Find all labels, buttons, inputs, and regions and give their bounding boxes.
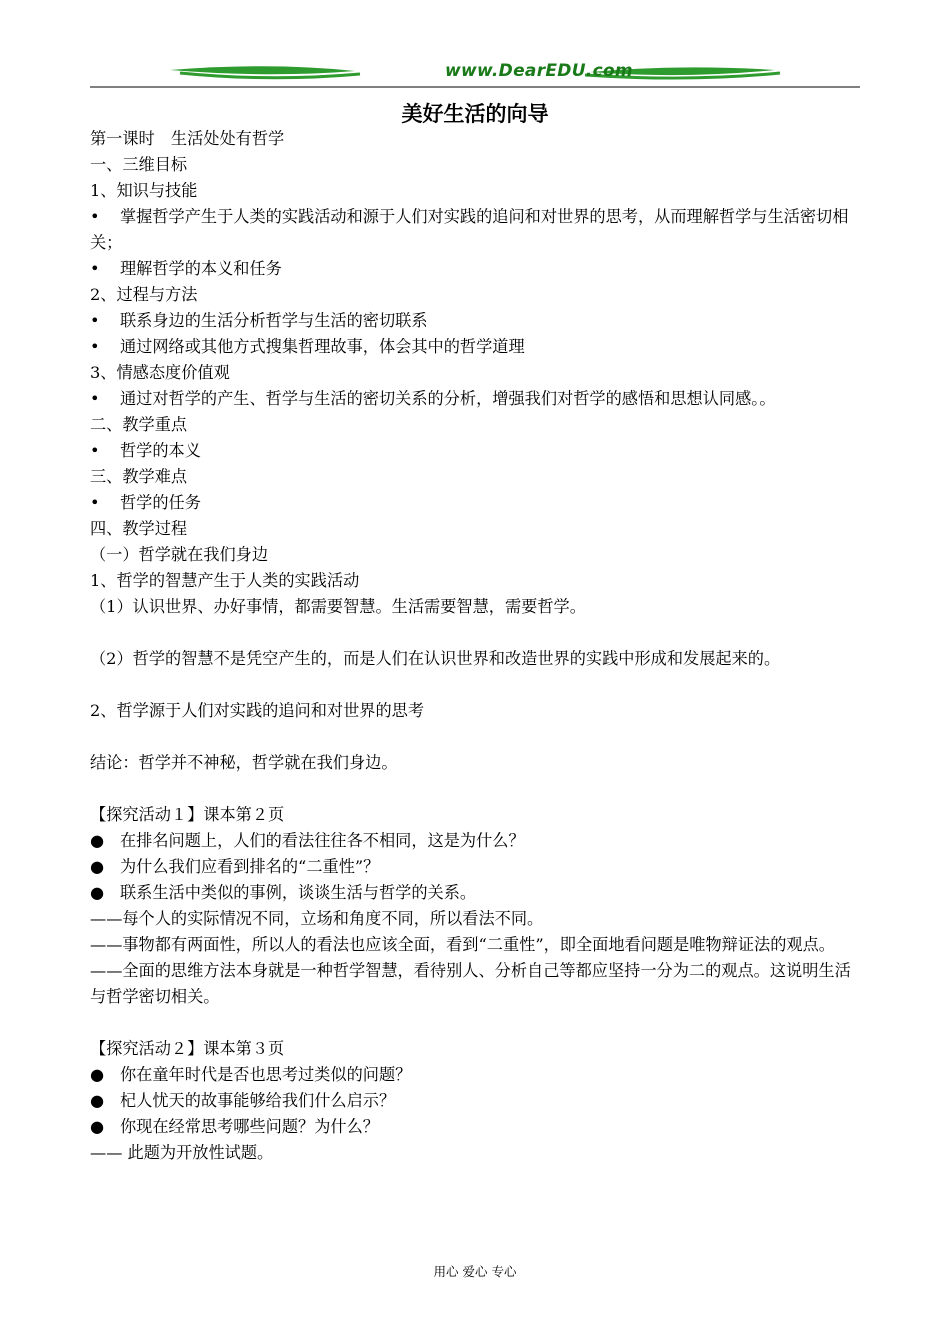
list-item — [90, 490, 860, 516]
site-header — [90, 58, 860, 90]
paragraph: （2）哲学的智慧不是凭空产生的，而是人们在认识世界和改造世界的实践中形成和发展起来的。 — [90, 649, 781, 668]
section-heading: 四、教学过程 — [90, 519, 188, 538]
point-heading: 1、哲学的智慧产生于人类的实践活动 — [90, 571, 360, 590]
bullet-dot-icon: • — [90, 311, 100, 330]
conclusion: 结论：哲学并不神秘，哲学就在我们身边。 — [90, 753, 398, 772]
section-heading: 二、教学重点 — [90, 415, 188, 434]
list-item-text: 联系生活中类似的事例，谈谈生活与哲学的关系。 — [120, 883, 477, 902]
bullet-circle-icon: ● — [90, 1091, 105, 1110]
spacer — [90, 1010, 860, 1036]
spacer — [90, 776, 860, 802]
page-footer: 用心 爱心 专心 — [433, 1264, 517, 1279]
document-body — [90, 126, 860, 1166]
bullet-dot-icon: • — [90, 207, 100, 226]
list-item-text: 在排名问题上，人们的看法往往各不相同，这是为什么？ — [120, 831, 525, 850]
answer-line: —— 此题为开放性试题。 — [90, 1143, 274, 1162]
list-item-text: 通过对哲学的产生、哲学与生活的密切关系的分析，增强我们对哲学的感悟和思想认同感。。 — [120, 389, 776, 408]
lesson-heading: 第一课时 生活处处有哲学 — [90, 129, 285, 148]
list-item-text: 哲学的任务 — [120, 493, 201, 512]
list-item-text: 杞人忧天的故事能够给我们什么启示？ — [120, 1091, 396, 1110]
list-item-text: 掌握哲学产生于人类的实践活动和源于人们对实践的追问和对世界的思考，从而理解哲学与生活密切相关； — [90, 207, 849, 252]
subsection-heading: 2、过程与方法 — [90, 285, 198, 304]
answer-line: ——事物都有两面性，所以人的看法也应该全面，看到“二重性”，即全面地看问题是唯物辩证法的观点。 — [90, 935, 835, 954]
list-item — [90, 438, 860, 464]
document-title: 美好生活的向导 — [401, 102, 549, 126]
bullet-dot-icon: • — [90, 493, 100, 512]
subsection-heading: 1、知识与技能 — [90, 181, 198, 200]
bullet-circle-icon: ● — [90, 831, 105, 850]
spacer — [90, 620, 860, 646]
bullet-dot-icon: • — [90, 337, 100, 356]
list-item-text: 理解哲学的本义和任务 — [120, 259, 282, 278]
list-item — [90, 334, 860, 360]
list-item — [90, 1062, 860, 1088]
activity-heading: 【探究活动１】课本第２页 — [90, 805, 285, 824]
bullet-circle-icon: ● — [90, 1065, 105, 1084]
bullet-circle-icon: ● — [90, 857, 105, 876]
list-item — [90, 386, 860, 412]
subsection-heading: 3、情感态度价值观 — [90, 363, 230, 382]
paragraph: （1）认识世界、办好事情，都需要智慧。生活需要智慧，需要哲学。 — [90, 597, 586, 616]
list-item-text: 哲学的本义 — [120, 441, 201, 460]
bullet-circle-icon: ● — [90, 883, 105, 902]
bullet-circle-icon: ● — [90, 1117, 105, 1136]
answer-line: ——每个人的实际情况不同，立场和角度不同，所以看法不同。 — [90, 909, 544, 928]
list-item-text: 为什么我们应看到排名的“二重性”？ — [120, 857, 380, 876]
list-item — [90, 308, 860, 334]
list-item — [90, 854, 860, 880]
list-item-text: 你在童年时代是否也思考过类似的问题？ — [120, 1065, 412, 1084]
section-heading: 三、教学难点 — [90, 467, 188, 486]
spacer — [90, 672, 860, 698]
spacer — [90, 724, 860, 750]
list-item-text: 你现在经常思考哪些问题？为什么？ — [120, 1117, 379, 1136]
list-item — [90, 1088, 860, 1114]
list-item — [90, 204, 860, 256]
activity-heading: 【探究活动２】课本第３页 — [90, 1039, 285, 1058]
list-item-text: 通过网络或其他方式搜集哲理故事，体会其中的哲学道理 — [120, 337, 525, 356]
list-item — [90, 1114, 860, 1140]
point-heading: 2、哲学源于人们对实践的追问和对世界的思考 — [90, 701, 425, 720]
bullet-dot-icon: • — [90, 389, 100, 408]
list-item — [90, 828, 860, 854]
bullet-dot-icon: • — [90, 441, 100, 460]
subsection-heading: （一）哲学就在我们身边 — [90, 545, 269, 564]
section-heading: 一、三维目标 — [90, 155, 188, 174]
site-logo-text: www.DearEDU.com — [445, 61, 633, 81]
bullet-dot-icon: • — [90, 259, 100, 278]
answer-line: ——全面的思维方法本身就是一种哲学智慧，看待别人、分析自己等都应坚持一分为二的观点。这说明生活与哲学密切相关。 — [90, 961, 851, 1006]
list-item — [90, 880, 860, 906]
list-item-text: 联系身边的生活分析哲学与生活的密切联系 — [120, 311, 428, 330]
list-item — [90, 256, 860, 282]
